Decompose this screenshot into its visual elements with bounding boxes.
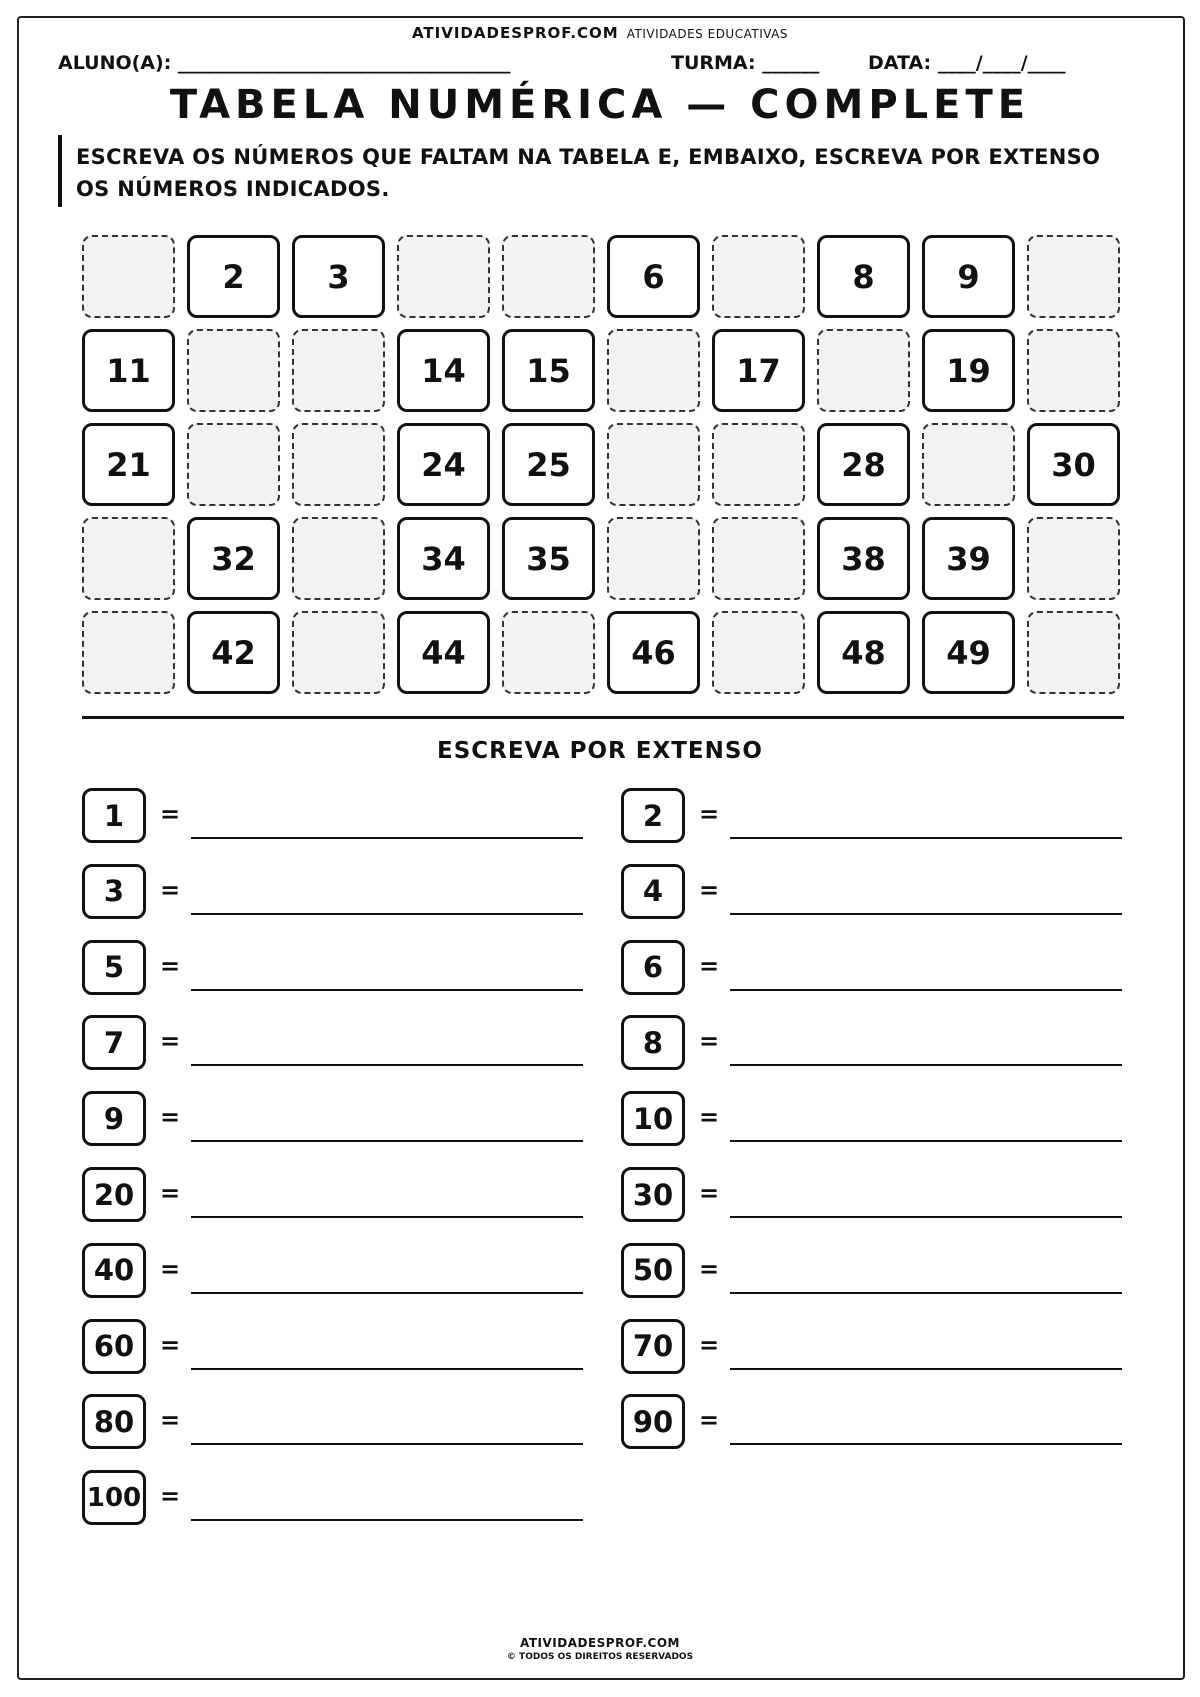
equals-sign: = bbox=[160, 1482, 181, 1511]
equals-sign: = bbox=[160, 800, 181, 828]
table-cell: 44 bbox=[397, 611, 490, 694]
table-cell: 46 bbox=[607, 611, 700, 694]
date-field[interactable]: DATA: ____/____/____ bbox=[868, 52, 1066, 74]
table-cell: 35 bbox=[502, 517, 595, 600]
table-cell: 28 bbox=[817, 423, 910, 506]
extenso-number-box: 3 bbox=[82, 864, 146, 919]
equals-sign: = bbox=[160, 1406, 181, 1435]
extenso-number-box: 80 bbox=[82, 1394, 146, 1449]
answer-line[interactable] bbox=[191, 1216, 583, 1218]
extenso-number-box: 6 bbox=[621, 940, 685, 995]
table-cell: 11 bbox=[82, 329, 175, 412]
table-cell-blank[interactable] bbox=[502, 611, 595, 694]
table-cell: 21 bbox=[82, 423, 175, 506]
table-cell: 38 bbox=[817, 517, 910, 600]
footer bbox=[0, 1636, 1200, 1662]
table-cell-blank[interactable] bbox=[712, 611, 805, 694]
table-cell: 6 bbox=[607, 235, 700, 318]
table-cell: 30 bbox=[1027, 423, 1120, 506]
answer-line[interactable] bbox=[191, 1140, 583, 1142]
equals-sign: = bbox=[160, 1027, 181, 1056]
table-cell: 15 bbox=[502, 329, 595, 412]
equals-sign: = bbox=[699, 951, 720, 980]
equals-sign: = bbox=[699, 800, 720, 828]
table-cell-blank[interactable] bbox=[607, 423, 700, 506]
table-cell: 9 bbox=[922, 235, 1015, 318]
instruction-bar bbox=[58, 135, 62, 207]
table-cell-blank[interactable] bbox=[82, 517, 175, 600]
site-header bbox=[0, 24, 1200, 42]
table-cell: 39 bbox=[922, 517, 1015, 600]
instruction-line-1: ESCREVA OS NÚMEROS QUE FALTAM NA TABELA E, EMBAIXO, ESCREVA POR EXTENSO bbox=[76, 145, 1101, 169]
instruction-line-2: OS NÚMEROS INDICADOS. bbox=[76, 177, 390, 201]
equals-sign: = bbox=[699, 1406, 720, 1435]
equals-sign: = bbox=[160, 1103, 181, 1132]
table-cell-blank[interactable] bbox=[187, 423, 280, 506]
extenso-number-box: 90 bbox=[621, 1394, 685, 1449]
table-cell: 24 bbox=[397, 423, 490, 506]
equals-sign: = bbox=[160, 951, 181, 980]
footer-rights: © TODOS OS DIREITOS RESERVADOS bbox=[506, 1652, 694, 1662]
extenso-number-box: 40 bbox=[82, 1243, 146, 1298]
answer-line[interactable] bbox=[730, 989, 1122, 991]
table-cell-blank[interactable] bbox=[607, 517, 700, 600]
extenso-number-box: 10 bbox=[621, 1091, 685, 1146]
equals-sign: = bbox=[699, 1027, 720, 1056]
answer-line[interactable] bbox=[191, 1064, 583, 1066]
extenso-number-box: 8 bbox=[621, 1015, 685, 1070]
section-divider bbox=[82, 716, 1124, 719]
page-title: TABELA NUMÉRICA — COMPLETE bbox=[169, 82, 1031, 128]
extenso-number-box: 60 bbox=[82, 1319, 146, 1374]
class-field[interactable]: TURMA: ______ bbox=[671, 52, 820, 74]
table-cell-blank[interactable] bbox=[1027, 235, 1120, 318]
table-cell: 3 bbox=[292, 235, 385, 318]
equals-sign: = bbox=[160, 1330, 181, 1359]
extenso-number-box: 9 bbox=[82, 1091, 146, 1146]
table-cell: 34 bbox=[397, 517, 490, 600]
extenso-number-box: 50 bbox=[621, 1243, 685, 1298]
table-cell-blank[interactable] bbox=[397, 235, 490, 318]
table-cell-blank[interactable] bbox=[712, 517, 805, 600]
answer-line[interactable] bbox=[191, 989, 583, 991]
answer-line[interactable] bbox=[191, 1443, 583, 1445]
extenso-number-box: 100 bbox=[82, 1470, 146, 1525]
answer-line[interactable] bbox=[730, 913, 1122, 915]
table-cell-blank[interactable] bbox=[922, 423, 1015, 506]
extenso-number-box: 30 bbox=[621, 1167, 685, 1222]
answer-line[interactable] bbox=[191, 913, 583, 915]
site-subtitle: ATIVIDADES EDUCATIVAS bbox=[626, 27, 789, 41]
table-cell-blank[interactable] bbox=[187, 329, 280, 412]
equals-sign: = bbox=[699, 875, 720, 904]
table-cell-blank[interactable] bbox=[292, 611, 385, 694]
student-name-field[interactable]: ALUNO(A): ___________________________________ bbox=[58, 52, 511, 74]
table-cell: 42 bbox=[187, 611, 280, 694]
equals-sign: = bbox=[699, 1330, 720, 1359]
answer-line[interactable] bbox=[730, 837, 1122, 839]
table-cell: 19 bbox=[922, 329, 1015, 412]
table-cell: 17 bbox=[712, 329, 805, 412]
extenso-number-box: 2 bbox=[621, 788, 685, 843]
equals-sign: = bbox=[699, 1254, 720, 1283]
table-cell-blank[interactable] bbox=[712, 235, 805, 318]
answer-line[interactable] bbox=[730, 1064, 1122, 1066]
answer-line[interactable] bbox=[730, 1368, 1122, 1370]
extenso-number-box: 5 bbox=[82, 940, 146, 995]
table-cell: 2 bbox=[187, 235, 280, 318]
table-cell-blank[interactable] bbox=[82, 611, 175, 694]
answer-line[interactable] bbox=[730, 1140, 1122, 1142]
footer-site: ATIVIDADESPROF.COM bbox=[520, 1636, 680, 1650]
table-cell: 48 bbox=[817, 611, 910, 694]
table-cell-blank[interactable] bbox=[1027, 517, 1120, 600]
table-cell-blank[interactable] bbox=[502, 235, 595, 318]
equals-sign: = bbox=[160, 1254, 181, 1283]
answer-line[interactable] bbox=[191, 1292, 583, 1294]
answer-line[interactable] bbox=[191, 837, 583, 839]
extenso-number-box: 70 bbox=[621, 1319, 685, 1374]
site-name: ATIVIDADESPROF.COM bbox=[411, 24, 619, 42]
table-cell-blank[interactable] bbox=[292, 423, 385, 506]
answer-line[interactable] bbox=[730, 1443, 1122, 1445]
table-cell: 14 bbox=[397, 329, 490, 412]
table-cell: 25 bbox=[502, 423, 595, 506]
extenso-number-box: 4 bbox=[621, 864, 685, 919]
table-cell: 32 bbox=[187, 517, 280, 600]
answer-line[interactable] bbox=[730, 1216, 1122, 1218]
table-cell-blank[interactable] bbox=[292, 329, 385, 412]
extenso-number-box: 1 bbox=[82, 788, 146, 843]
table-cell-blank[interactable] bbox=[292, 517, 385, 600]
instructions bbox=[76, 141, 1136, 205]
table-cell-blank[interactable] bbox=[817, 329, 910, 412]
table-cell-blank[interactable] bbox=[82, 235, 175, 318]
equals-sign: = bbox=[160, 1179, 181, 1207]
table-cell-blank[interactable] bbox=[607, 329, 700, 412]
equals-sign: = bbox=[160, 875, 181, 904]
table-cell-blank[interactable] bbox=[712, 423, 805, 506]
answer-line[interactable] bbox=[730, 1292, 1122, 1294]
extenso-section-title: ESCREVA POR EXTENSO bbox=[437, 738, 763, 764]
extenso-number-box: 7 bbox=[82, 1015, 146, 1070]
student-info-fields bbox=[58, 52, 1148, 78]
table-cell: 49 bbox=[922, 611, 1015, 694]
equals-sign: = bbox=[699, 1103, 720, 1132]
answer-line[interactable] bbox=[191, 1519, 583, 1521]
table-cell: 8 bbox=[817, 235, 910, 318]
equals-sign: = bbox=[699, 1179, 720, 1207]
answer-line[interactable] bbox=[191, 1368, 583, 1370]
table-cell-blank[interactable] bbox=[1027, 611, 1120, 694]
extenso-number-box: 20 bbox=[82, 1167, 146, 1222]
table-cell-blank[interactable] bbox=[1027, 329, 1120, 412]
